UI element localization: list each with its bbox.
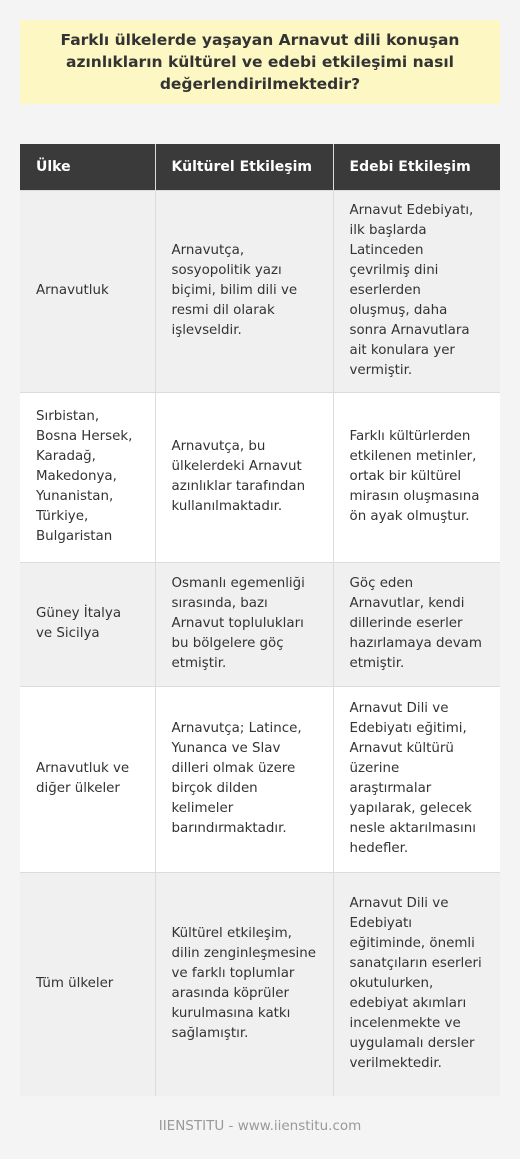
comparison-table bbox=[20, 144, 500, 1096]
header-cultural: Kültürel Etkileşim bbox=[155, 144, 333, 190]
table-header-row bbox=[20, 144, 500, 190]
table-row bbox=[20, 392, 500, 562]
question-title: Farklı ülkelerde yaşayan Arnavut dili konuşan azınlıkların kültürel ve edebi etkileşimi nasıl değerlendirilmektedir? bbox=[60, 31, 460, 93]
cell-country: Tüm ülkeler bbox=[20, 872, 155, 1096]
header-country: Ülke bbox=[20, 144, 155, 190]
table-row bbox=[20, 686, 500, 872]
table-row bbox=[20, 562, 500, 686]
cell-cultural: Arnavutça; Latince, Yunanca ve Slav dilleri olmak üzere birçok dilden kelimeler barındırmaktadır. bbox=[155, 686, 333, 872]
cell-literary: Arnavut Dili ve Edebiyatı eğitimi, Arnavut kültürü üzerine araştırmalar yapılarak, gelecek nesle aktarılmasını hedefler. bbox=[333, 686, 500, 872]
cell-cultural: Osmanlı egemenliği sırasında, bazı Arnavut toplulukları bu bölgelere göç etmiştir. bbox=[155, 562, 333, 686]
cell-cultural: Kültürel etkileşim, dilin zenginleşmesine ve farklı toplumlar arasında köprüler kurulmasına katkı sağlamıştır. bbox=[155, 872, 333, 1096]
table-row bbox=[20, 190, 500, 392]
footer-credit: IIENSTITU - www.iienstitu.com bbox=[158, 1118, 362, 1134]
table-row bbox=[20, 872, 500, 1096]
cell-literary: Göç eden Arnavutlar, kendi dillerinde eserler hazırlamaya devam etmiştir. bbox=[333, 562, 500, 686]
cell-country: Sırbistan, Bosna Hersek, Karadağ, Makedonya, Yunanistan, Türkiye, Bulgaristan bbox=[20, 392, 155, 562]
cell-literary: Arnavut Dili ve Edebiyatı eğitiminde, önemli sanatçıların eserleri okutulurken, edebiyat akımları incelenmekte ve uygulamalı dersler verilmektedir. bbox=[333, 872, 500, 1096]
cell-country: Arnavutluk bbox=[20, 190, 155, 392]
cell-country: Arnavutluk ve diğer ülkeler bbox=[20, 686, 155, 872]
cell-cultural: Arnavutça, sosyopolitik yazı biçimi, bilim dili ve resmi dil olarak işlevseldir. bbox=[155, 190, 333, 392]
cell-literary: Arnavut Edebiyatı, ilk başlarda Latinceden çevrilmiş dini eserlerden oluşmuş, daha sonra Arnavutlara ait konulara yer vermiştir. bbox=[333, 190, 500, 392]
cell-cultural: Arnavutça, bu ülkelerdeki Arnavut azınlıklar tarafından kullanılmaktadır. bbox=[155, 392, 333, 562]
cell-literary: Farklı kültürlerden etkilenen metinler, ortak bir kültürel mirasın oluşmasına ön ayak olmuştur. bbox=[333, 392, 500, 562]
cell-country: Güney İtalya ve Sicilya bbox=[20, 562, 155, 686]
header-literary: Edebi Etkileşim bbox=[333, 144, 500, 190]
question-title-box bbox=[20, 20, 500, 104]
